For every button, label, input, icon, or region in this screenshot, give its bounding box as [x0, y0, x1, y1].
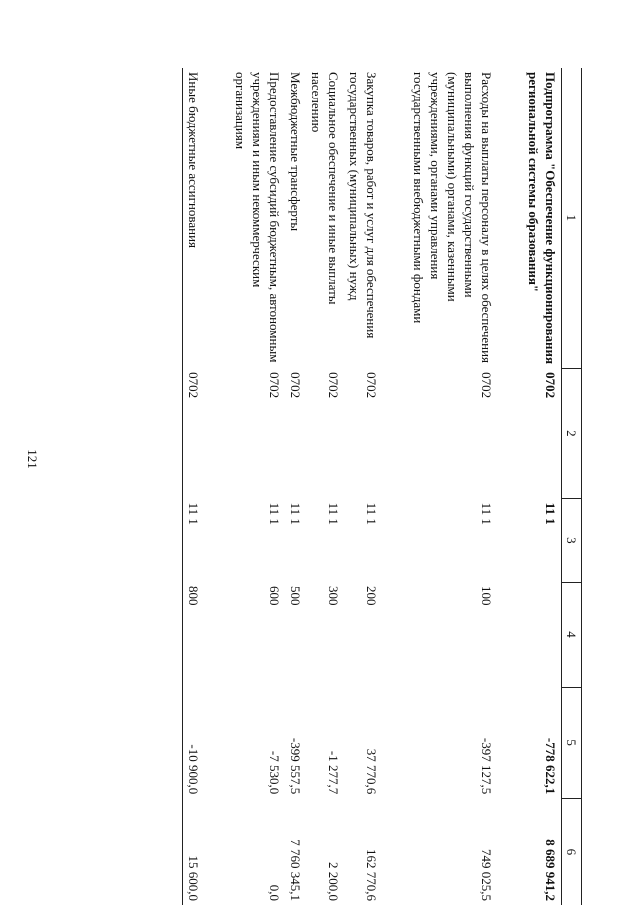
row-name: Социальное обеспечение и иные выплаты населению — [309, 72, 341, 305]
table-row — [344, 68, 382, 905]
row-name: Подпрограмма "Обеспечение функционирования региональной системы образования" — [526, 72, 558, 364]
row-name: Иные бюджетные ассигнования — [183, 68, 205, 368]
row-total: 15 600,0 — [183, 798, 205, 905]
table-row — [183, 68, 205, 905]
row-expense-type: 300 — [326, 586, 341, 606]
row-expense-type: 800 — [183, 582, 205, 687]
row-total: 2 200,0 — [326, 862, 341, 901]
row-change: -778 622,1 — [543, 737, 558, 795]
row-expense-type — [523, 582, 562, 687]
row-program: 11 1 — [267, 502, 282, 525]
table-row — [408, 68, 497, 905]
row-expense-type: 200 — [364, 586, 379, 606]
row-section: 0702 — [479, 372, 494, 399]
row-expense-type: 100 — [479, 586, 494, 606]
row-change: -1 277,7 — [326, 750, 341, 795]
header-col-5: 5 — [562, 687, 582, 798]
row-expense-type: 500 — [288, 586, 303, 606]
row-change: -397 127,5 — [479, 737, 494, 795]
page-number: 121 — [25, 449, 40, 469]
row-total: 749 025,5 — [479, 849, 494, 901]
table-row — [285, 68, 306, 905]
table-row — [523, 68, 562, 905]
table-row — [230, 68, 285, 905]
row-section: 0702 — [183, 368, 205, 499]
header-col-6: 6 — [562, 798, 582, 905]
row-change: -7 530,0 — [267, 750, 282, 795]
row-change: -399 557,5 — [288, 737, 303, 795]
row-expense-type: 600 — [267, 586, 282, 606]
row-program: 11 1 — [479, 502, 494, 525]
row-section: 0702 — [267, 372, 282, 399]
row-change: 37 770,6 — [364, 748, 379, 795]
row-program: 11 1 — [183, 499, 205, 582]
row-section: 0702 — [543, 372, 558, 399]
row-total: 7 760 345,1 — [288, 839, 303, 901]
row-section: 0702 — [326, 372, 341, 399]
header-col-3: 3 — [562, 499, 582, 582]
row-section: 0702 — [364, 372, 379, 399]
budget-table — [182, 68, 582, 905]
row-change: -10 900,0 — [183, 687, 205, 798]
header-col-4: 4 — [562, 582, 582, 687]
row-total: 0,0 — [267, 884, 282, 901]
row-program: 11 1 — [326, 502, 341, 525]
row-program: 11 1 — [543, 502, 558, 525]
row-program: 11 1 — [364, 502, 379, 525]
row-program: 11 1 — [288, 502, 303, 525]
header-col-2: 2 — [562, 368, 582, 499]
row-name: Предоставление субсидий бюджетным, автономным учреждениям и иным некоммерческим организациям — [233, 72, 282, 363]
row-total: 8 689 941,2 — [543, 839, 558, 901]
table-row — [306, 68, 344, 905]
row-total: 162 770,6 — [364, 849, 379, 901]
table-header-row — [562, 68, 582, 905]
row-name: Межбюджетные трансферты — [288, 72, 303, 232]
row-section: 0702 — [288, 372, 303, 399]
header-col-1: 1 — [562, 68, 582, 368]
row-name: Расходы на выплаты персоналу в целях обеспечения выполнения функций государственными (муниципальными) органами, казенными учреждениями, органами управления государственными внебюджетными фондами — [411, 72, 494, 364]
row-name: Закупка товаров, работ и услуг для обеспечения государственных (муниципальных) нужд — [347, 72, 379, 339]
